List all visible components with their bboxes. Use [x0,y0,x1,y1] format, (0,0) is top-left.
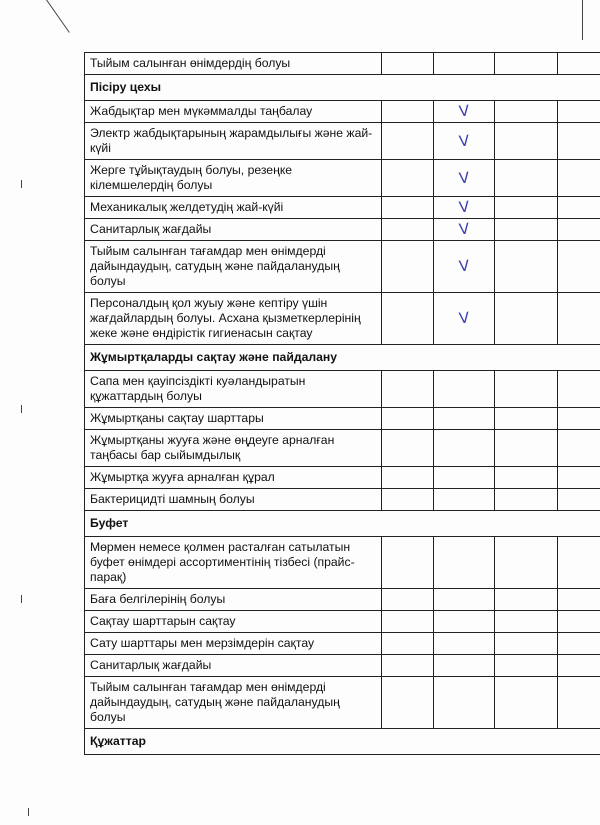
checklist-mark-cell [495,293,558,345]
scan-edge-mark [21,405,22,413]
checklist-row [85,293,600,345]
checklist-item-text: Мөрмен немесе қолмен расталған сатылатын буфет өнімдері ассортиментінің тізбесі (прайс-парақ) [85,537,382,589]
checklist-mark-cell [434,467,495,489]
checklist-mark-cell [382,197,434,219]
checklist-mark-cell [558,53,600,75]
checklist-row [85,655,600,677]
section-header-row [85,345,600,371]
checklist-mark-cell [382,371,434,408]
checklist-mark-cell [558,655,600,677]
checklist-item-text: Баға белгілерінің болуы [85,589,382,611]
checklist-mark-cell [382,101,434,123]
checklist-mark-cell [558,489,600,511]
checklist-mark-cell [495,123,558,160]
scan-edge-mark [582,0,583,40]
checklist-mark-cell [558,408,600,430]
checklist-mark-cell [434,219,495,241]
checklist-mark-cell [558,160,600,197]
checklist-item-text: Жерге тұйықтаудың болуы, резеңке кілемшелердің болуы [85,160,382,197]
checklist-mark-cell [495,160,558,197]
checklist-mark-cell [558,467,600,489]
checklist-mark-cell [434,408,495,430]
checklist-row [85,197,600,219]
checklist-row [85,160,600,197]
section-title: Буфет [85,511,600,537]
checklist-row [85,589,600,611]
checklist-mark-cell [495,241,558,293]
scan-edge-mark [46,0,70,33]
handwritten-check-mark: V [457,308,470,328]
checklist-mark-cell [434,677,495,729]
checklist-mark-cell [434,53,495,75]
checklist-mark-cell [558,633,600,655]
checklist-row [85,677,600,729]
checklist-item-text: Сапа мен қауіпсіздікті куәландыратын құжаттардың болуы [85,371,382,408]
scan-edge-mark [28,808,29,816]
checklist-item-text: Тыйым салынған өнімдердің болуы [85,53,382,75]
checklist-row [85,123,600,160]
checklist-mark-cell [558,371,600,408]
checklist-mark-cell [434,655,495,677]
checklist-item-text: Тыйым салынған тағамдар мен өнімдерді дайындаудың, сатудың және пайдаланудың болуы [85,677,382,729]
checklist-item-text: Сақтау шарттарын сақтау [85,611,382,633]
checklist-mark-cell [558,101,600,123]
checklist-mark-cell [434,197,495,219]
checklist-mark-cell [495,101,558,123]
section-title: Жұмыртқаларды сақтау және пайдалану [85,345,600,371]
inspection-checklist-table [84,52,600,755]
checklist-mark-cell [558,197,600,219]
checklist-mark-cell [382,408,434,430]
checklist-item-text: Персоналдың қол жуыу және кептіру үшін жағдайлардың болуы. Асхана қызметкерлерінің жеке және өндірістік гигиенасын сақтау [85,293,382,345]
checklist-item-text: Тыйым салынған тағамдар мен өнімдерді дайындаудың, сатудың және пайдаланудың болуы [85,241,382,293]
checklist-mark-cell [382,677,434,729]
section-header-row [85,729,600,755]
checklist-row [85,371,600,408]
checklist-item-text: Сату шарттары мен мерзімдерін сақтау [85,633,382,655]
section-header-row [85,511,600,537]
checklist-row [85,611,600,633]
checklist-mark-cell [495,467,558,489]
checklist-mark-cell [434,101,495,123]
checklist-mark-cell [495,371,558,408]
checklist-mark-cell [382,489,434,511]
checklist-mark-cell [434,123,495,160]
checklist-row [85,537,600,589]
checklist-mark-cell [495,633,558,655]
section-header-row [85,75,600,101]
checklist-mark-cell [558,611,600,633]
checklist-mark-cell [495,219,558,241]
checklist-mark-cell [495,589,558,611]
checklist-mark-cell [382,123,434,160]
checklist-mark-cell [434,633,495,655]
checklist-row [85,408,600,430]
checklist-mark-cell [495,489,558,511]
section-title: Құжаттар [85,729,600,755]
handwritten-check-mark: V [457,168,470,187]
checklist-mark-cell [382,633,434,655]
checklist-mark-cell [382,655,434,677]
checklist-mark-cell [382,537,434,589]
handwritten-check-mark: V [457,101,470,121]
checklist-mark-cell [558,589,600,611]
checklist-mark-cell [434,430,495,467]
section-title: Пісіру цехы [85,75,600,101]
scan-edge-mark [21,180,22,188]
checklist-mark-cell [382,160,434,197]
checklist-mark-cell [495,430,558,467]
checklist-item-text: Жұмыртқаны жууға және өңдеуге арналған таңбасы бар сыйымдылық [85,430,382,467]
checklist-mark-cell [434,589,495,611]
checklist-mark-cell [434,293,495,345]
checklist-mark-cell [382,467,434,489]
handwritten-check-mark: V [457,219,470,239]
checklist-mark-cell [434,489,495,511]
checklist-mark-cell [558,219,600,241]
checklist-item-text: Бактерицидті шамның болуы [85,489,382,511]
checklist-row [85,241,600,293]
checklist-mark-cell [434,160,495,197]
checklist-row [85,53,600,75]
checklist-mark-cell [495,611,558,633]
checklist-mark-cell [558,677,600,729]
checklist-mark-cell [495,655,558,677]
checklist-mark-cell [558,293,600,345]
scan-edge-mark [21,595,22,603]
checklist-mark-cell [434,537,495,589]
checklist-mark-cell [495,197,558,219]
checklist-mark-cell [434,611,495,633]
checklist-mark-cell [558,537,600,589]
checklist-row [85,633,600,655]
checklist-mark-cell [382,241,434,293]
checklist-row [85,467,600,489]
checklist-mark-cell [382,430,434,467]
checklist-mark-cell [434,371,495,408]
checklist-mark-cell [434,241,495,293]
checklist-mark-cell [382,589,434,611]
checklist-item-text: Жұмыртқаны сақтау шарттары [85,408,382,430]
checklist-row [85,101,600,123]
checklist-row [85,430,600,467]
checklist-item-text: Санитарлық жағдайы [85,655,382,677]
handwritten-check-mark: V [457,256,470,276]
checklist-mark-cell [495,408,558,430]
checklist-row [85,219,600,241]
checklist-mark-cell [495,677,558,729]
checklist-mark-cell [495,53,558,75]
checklist-body [85,53,600,755]
checklist-mark-cell [382,219,434,241]
checklist-item-text: Санитарлық жағдайы [85,219,382,241]
checklist-mark-cell [382,611,434,633]
checklist-mark-cell [382,53,434,75]
checklist-item-text: Электр жабдықтарының жарамдылығы және жай-күйі [85,123,382,160]
checklist-mark-cell [558,430,600,467]
handwritten-check-mark: V [457,131,470,150]
checklist-row [85,489,600,511]
checklist-mark-cell [495,537,558,589]
checklist-mark-cell [558,241,600,293]
checklist-item-text: Механикалық желдетудің жай-күйі [85,197,382,219]
handwritten-check-mark: V [457,197,470,217]
checklist-item-text: Жабдықтар мен мүкәммалды таңбалау [85,101,382,123]
checklist-mark-cell [382,293,434,345]
checklist-item-text: Жұмыртқа жууға арналған құрал [85,467,382,489]
checklist-mark-cell [558,123,600,160]
